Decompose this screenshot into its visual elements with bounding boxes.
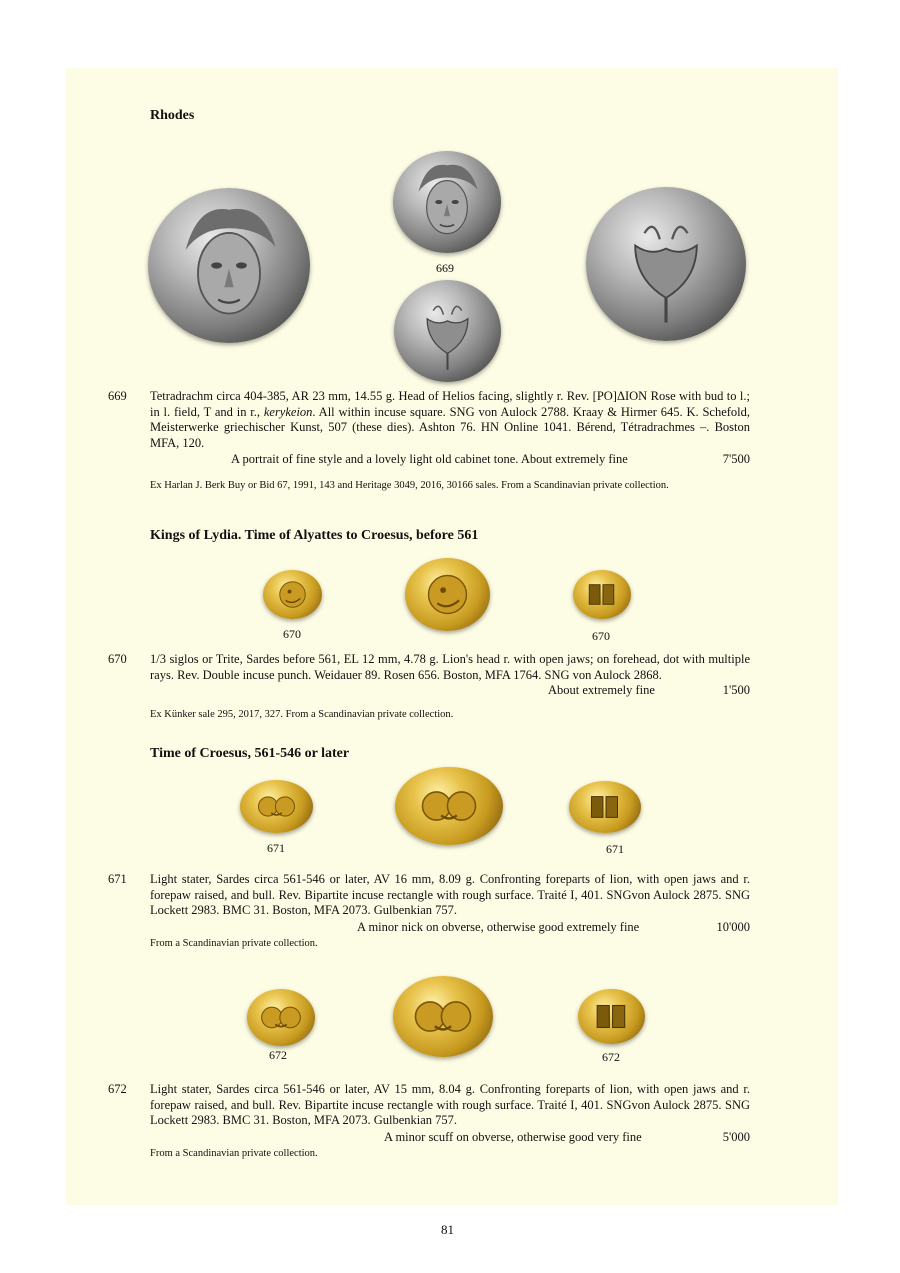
lot-estimate: 5'000 — [722, 1130, 750, 1144]
lion-bull-icon — [247, 989, 315, 1046]
lot-number: 669 — [108, 389, 127, 403]
coin-670-obverse-enlarged — [405, 558, 490, 631]
lot-description: 1/3 siglos or Trite, Sardes before 561, EL 12 mm, 4.78 g. Lion's head r. with open jaws; on forehead, dot with multiple rays. Rev. Double incuse punch. Weidauer 89. Rosen 656. Boston, MFA 1764. SNG von Aulock 2868. — [150, 652, 750, 682]
lot-provenance: From a Scandinavian private collection. — [150, 938, 318, 949]
coin-caption-671: 671 — [606, 842, 624, 856]
lot-description-part: . All within incuse square. SNG von Aulock 2788. Kraay & Hirmer 645. K. Schefold, Meisterwerke griechischer Kunst, 507 (these dies). Ashton 76. HN Online 1041. Bérend, Tétradrachmes –. Boston MFA, 120. — [150, 404, 751, 450]
coin-672-reverse — [578, 989, 645, 1044]
coin-669-reverse — [394, 280, 501, 382]
coin-caption-671: 671 — [267, 841, 285, 855]
lot-number: 670 — [108, 652, 127, 666]
lion-bull-icon — [393, 976, 493, 1057]
coin-671-reverse — [569, 781, 641, 833]
coin-672-obverse — [247, 989, 315, 1046]
lot-provenance: From a Scandinavian private collection. — [150, 1148, 318, 1159]
coin-671-obverse-enlarged — [395, 767, 503, 845]
coin-671-obverse — [240, 780, 313, 833]
incuse-punch-icon — [569, 781, 641, 833]
coin-caption-670: 670 — [283, 627, 301, 641]
lot-description: Light stater, Sardes circa 561-546 or later, AV 16 mm, 8.09 g. Confronting foreparts of lion, with open jaws and r. forepaw raised, and bull. Rev. Bipartite incuse rectangle with rough surface. Traité I, 401. SNGvon Aulock 2875. SNG Lockett 2983. BMC 31. Boston, MFA 2073. Gulbenkian 757. — [150, 872, 750, 917]
coin-670-obverse — [263, 570, 322, 619]
coin-caption-670: 670 — [592, 629, 610, 643]
coin-669-reverse-enlarged — [586, 187, 746, 341]
section-heading-rhodes: Rhodes — [150, 108, 195, 123]
lion-bull-icon — [240, 780, 313, 833]
lion-head-icon — [263, 570, 322, 619]
section-heading-croesus: Time of Croesus, 561-546 or later — [150, 746, 350, 761]
lot-number: 671 — [108, 872, 127, 886]
lot-number: 672 — [108, 1082, 127, 1096]
lot-grade: A portrait of fine style and a lovely light old cabinet tone. About extremely fine — [231, 452, 628, 466]
coin-caption-672: 672 — [269, 1048, 287, 1062]
helios-head-icon — [393, 151, 501, 253]
coin-caption-669: 669 — [436, 261, 454, 275]
lion-head-icon — [405, 558, 490, 631]
coin-669-obverse-enlarged — [148, 188, 310, 343]
lot-grade: A minor scuff on obverse, otherwise good very fine — [384, 1130, 642, 1144]
lion-bull-icon — [395, 767, 503, 845]
lot-description-italic: kerykeion — [263, 404, 313, 419]
coin-669-obverse — [393, 151, 501, 253]
lot-grade: A minor nick on obverse, otherwise good extremely fine — [357, 920, 640, 934]
coin-caption-672: 672 — [602, 1050, 620, 1064]
rose-icon — [586, 187, 746, 341]
lot-grade: About extremely fine — [548, 683, 655, 697]
lot-provenance: Ex Künker sale 295, 2017, 327. From a Scandinavian private collection. — [150, 709, 454, 720]
coin-670-reverse — [573, 570, 631, 619]
lot-description: Light stater, Sardes circa 561-546 or later, AV 15 mm, 8.04 g. Confronting foreparts of lion, with open jaws and r. forepaw raised, and bull. Rev. Bipartite incuse rectangle with rough surface. Traité I, 401. SNGvon Aulock 2875. SNG Lockett 2983. BMC 31. Boston, MFA 2073. Gulbenkian 757. — [150, 1082, 750, 1127]
rose-icon — [394, 280, 501, 382]
lot-description-part: Tetradrachm circa 404-385, AR 23 mm, 14.55 g. Head of Helios facing, slightly r. Rev. [PO]ΔΙΟΝ Rose with bud to l.; in l. field, T and in r., — [150, 389, 750, 419]
page-number: 81 — [441, 1222, 454, 1237]
lot-estimate: 7'500 — [722, 452, 750, 466]
helios-head-icon — [148, 188, 310, 343]
coin-672-obverse-enlarged — [393, 976, 493, 1057]
lot-estimate: 1'500 — [722, 683, 750, 697]
lot-description — [150, 389, 750, 451]
incuse-punch-icon — [573, 570, 631, 619]
section-heading-lydia: Kings of Lydia. Time of Alyattes to Croesus, before 561 — [150, 528, 479, 543]
lot-estimate: 10'000 — [716, 920, 750, 934]
lot-provenance: Ex Harlan J. Berk Buy or Bid 67, 1991, 143 and Heritage 3049, 2016, 30166 sales. From a Scandinavian private collection. — [150, 480, 669, 491]
incuse-punch-icon — [578, 989, 645, 1044]
